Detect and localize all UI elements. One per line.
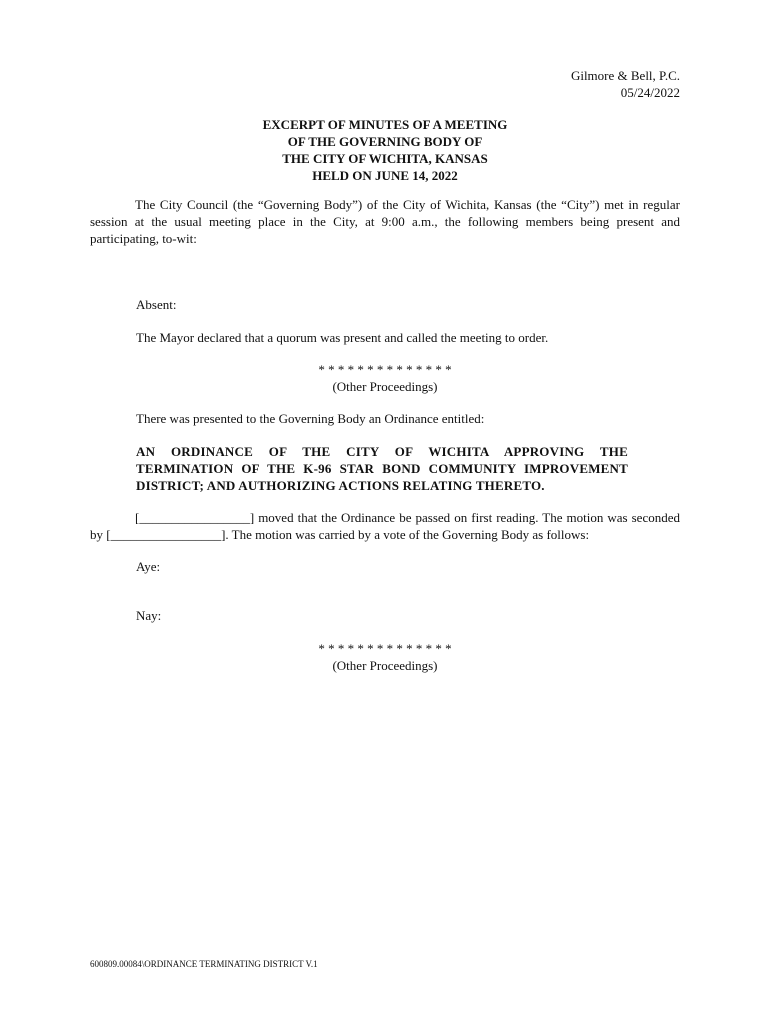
quorum-statement: The Mayor declared that a quorum was present and called the meeting to order.	[136, 330, 549, 345]
separator-stars-1: * * * * * * * * * * * * * *	[318, 362, 452, 377]
footer-doc-reference: 600809.00084\ORDINANCE TERMINATING DISTRICT V.1	[90, 959, 318, 969]
title-line-4: HELD ON JUNE 14, 2022	[312, 168, 458, 183]
other-proceedings-2: (Other Proceedings)	[332, 658, 438, 673]
title-line-2: OF THE GOVERNING BODY OF	[287, 134, 483, 149]
other-proceedings-1: (Other Proceedings)	[332, 379, 438, 394]
intro-paragraph: The City Council (the “Governing Body”) of the City of Wichita, Kansas (the “City”) met in regular session at the usual meeting place in the City, at 9:00 a.m., the following members being present and participating, to-wit:	[90, 197, 680, 246]
separator-stars-2: * * * * * * * * * * * * * *	[318, 641, 452, 656]
presented-statement: There was presented to the Governing Body an Ordinance entitled:	[136, 411, 485, 426]
absent-label: Absent:	[136, 297, 177, 312]
draft-date: 05/24/2022	[620, 85, 680, 100]
nay-label: Nay:	[136, 608, 162, 623]
aye-label: Aye:	[136, 559, 161, 574]
firm-name: Gilmore & Bell, P.C.	[570, 68, 680, 83]
document-title	[0, 116, 770, 184]
ordinance-title: AN ORDINANCE OF THE CITY OF WICHITA APPROVING THE TERMINATION OF THE K-96 STAR BOND COMMUNITY IMPROVEMENT DISTRICT; AND AUTHORIZING ACTIONS RELATING THERETO.	[136, 444, 628, 493]
motion-paragraph: [_________________] moved that the Ordinance be passed on first reading. The motion was seconded by [_________________]. The motion was carried by a vote of the Governing Body as follows:	[90, 510, 680, 542]
title-line-1: EXCERPT OF MINUTES OF A MEETING	[262, 117, 508, 132]
title-line-3: THE CITY OF WICHITA, KANSAS	[282, 151, 488, 166]
document-header	[380, 67, 680, 101]
